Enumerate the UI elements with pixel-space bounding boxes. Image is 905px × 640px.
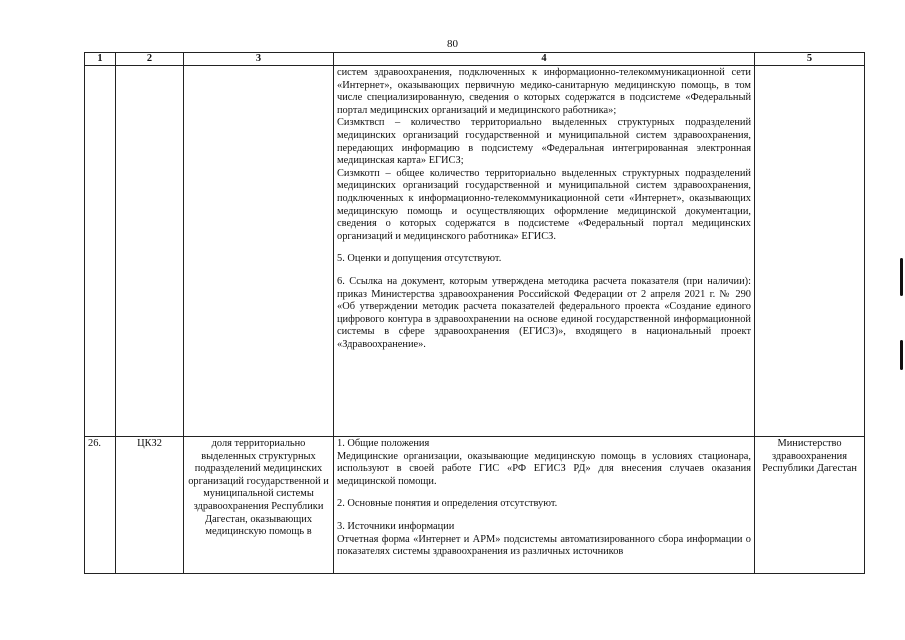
indicator-code [116, 66, 184, 437]
page-number: 80 [447, 38, 458, 50]
column-header: 2 [116, 53, 184, 66]
table-header-row [85, 53, 865, 66]
methodology-paragraph: систем здравоохранения, подключенных к информационно-телекоммуникационной сети «Интернет», оказывающих первичную медико-санитарную медицинскую помощь, в том числе специализированную, сведения о которых содержатся в подсистеме «Федеральный портал медицинских организаций и медицинского работника»; [337, 67, 751, 116]
methodology-cell [334, 66, 755, 437]
scan-binding-mark [900, 340, 903, 370]
methodology-paragraph: Сизмкотп – общее количество территориально выделенных структурных подразделений медицинских организаций государственной и муниципальной систем здравоохранения, подключенных к информационно-телекоммуникационной сети «Интернет», оказывающих медицинскую помощь и осуществляющих оформление медицинской документации, сведения о которых содержатся в подсистеме «Федеральный портал медицинских организаций и медицинского работника» ЕГИСЗ. [337, 167, 751, 242]
methodology-paragraph: Отчетная форма «Интернет и АРМ» подсистемы автоматизированного сбора информации о показателях системы здравоохранения из различных источников [337, 533, 751, 558]
methodology-paragraph: 6. Ссылка на документ, которым утверждена методика расчета показателя (при наличии): приказ Министерства здравоохранения Российской Федерации от 2 апреля 2021 г. № 290 «Об утверждении методик расчета показателей федерального проекта «Создание единого цифрового контура в здравоохранении на основе единой государственной информационной системы в сфере здравоохранения (ЕГИСЗ)», входящего в национальный проект «Здравоохранение». [337, 275, 751, 350]
methodology-paragraph: 1. Общие положения [337, 438, 430, 449]
row-number [85, 66, 116, 437]
methodology-paragraph: 3. Источники информации [337, 520, 455, 532]
table-row [85, 66, 865, 437]
column-header: 4 [334, 53, 755, 66]
indicator-name [184, 66, 334, 437]
methodology-cell [334, 437, 755, 574]
responsible-body [755, 66, 865, 437]
methodology-paragraph: Медицинские организации, оказывающие медицинскую помощь в условиях стационара, используют в своей работе ГИС «РФ ЕГИСЗ РД» для внесения случаев оказания медицинской помощи. [337, 450, 751, 487]
methodology-paragraph: 5. Оценки и допущения отсутствуют. [337, 253, 502, 265]
table-row [85, 437, 865, 574]
scan-binding-mark [900, 258, 903, 296]
responsible-body: Министерство здравоохранения Республики Дагестан [755, 437, 865, 574]
column-header: 3 [184, 53, 334, 66]
column-header: 5 [755, 53, 865, 66]
methodology-paragraph: 2. Основные понятия и определения отсутствуют. [337, 498, 558, 510]
column-header: 1 [85, 53, 116, 66]
methodology-paragraph: Сизмктвсп – количество территориально выделенных структурных подразделений медицинских организаций государственной и муниципальной систем здравоохранения, передающих информацию в подсистему «Федеральная интегрированная электронная медицинская карта» ЕГИСЗ; [337, 117, 751, 167]
indicator-code: ЦКЗ2 [116, 437, 184, 574]
indicator-name: доля территориально выделенных структурных подразделений медицинских организаций государственной и муниципальной системы здравоохранения Республики Дагестан, оказывающих медицинскую помощь в [184, 437, 334, 574]
indicators-table [84, 52, 865, 574]
row-number: 26. [85, 437, 116, 574]
